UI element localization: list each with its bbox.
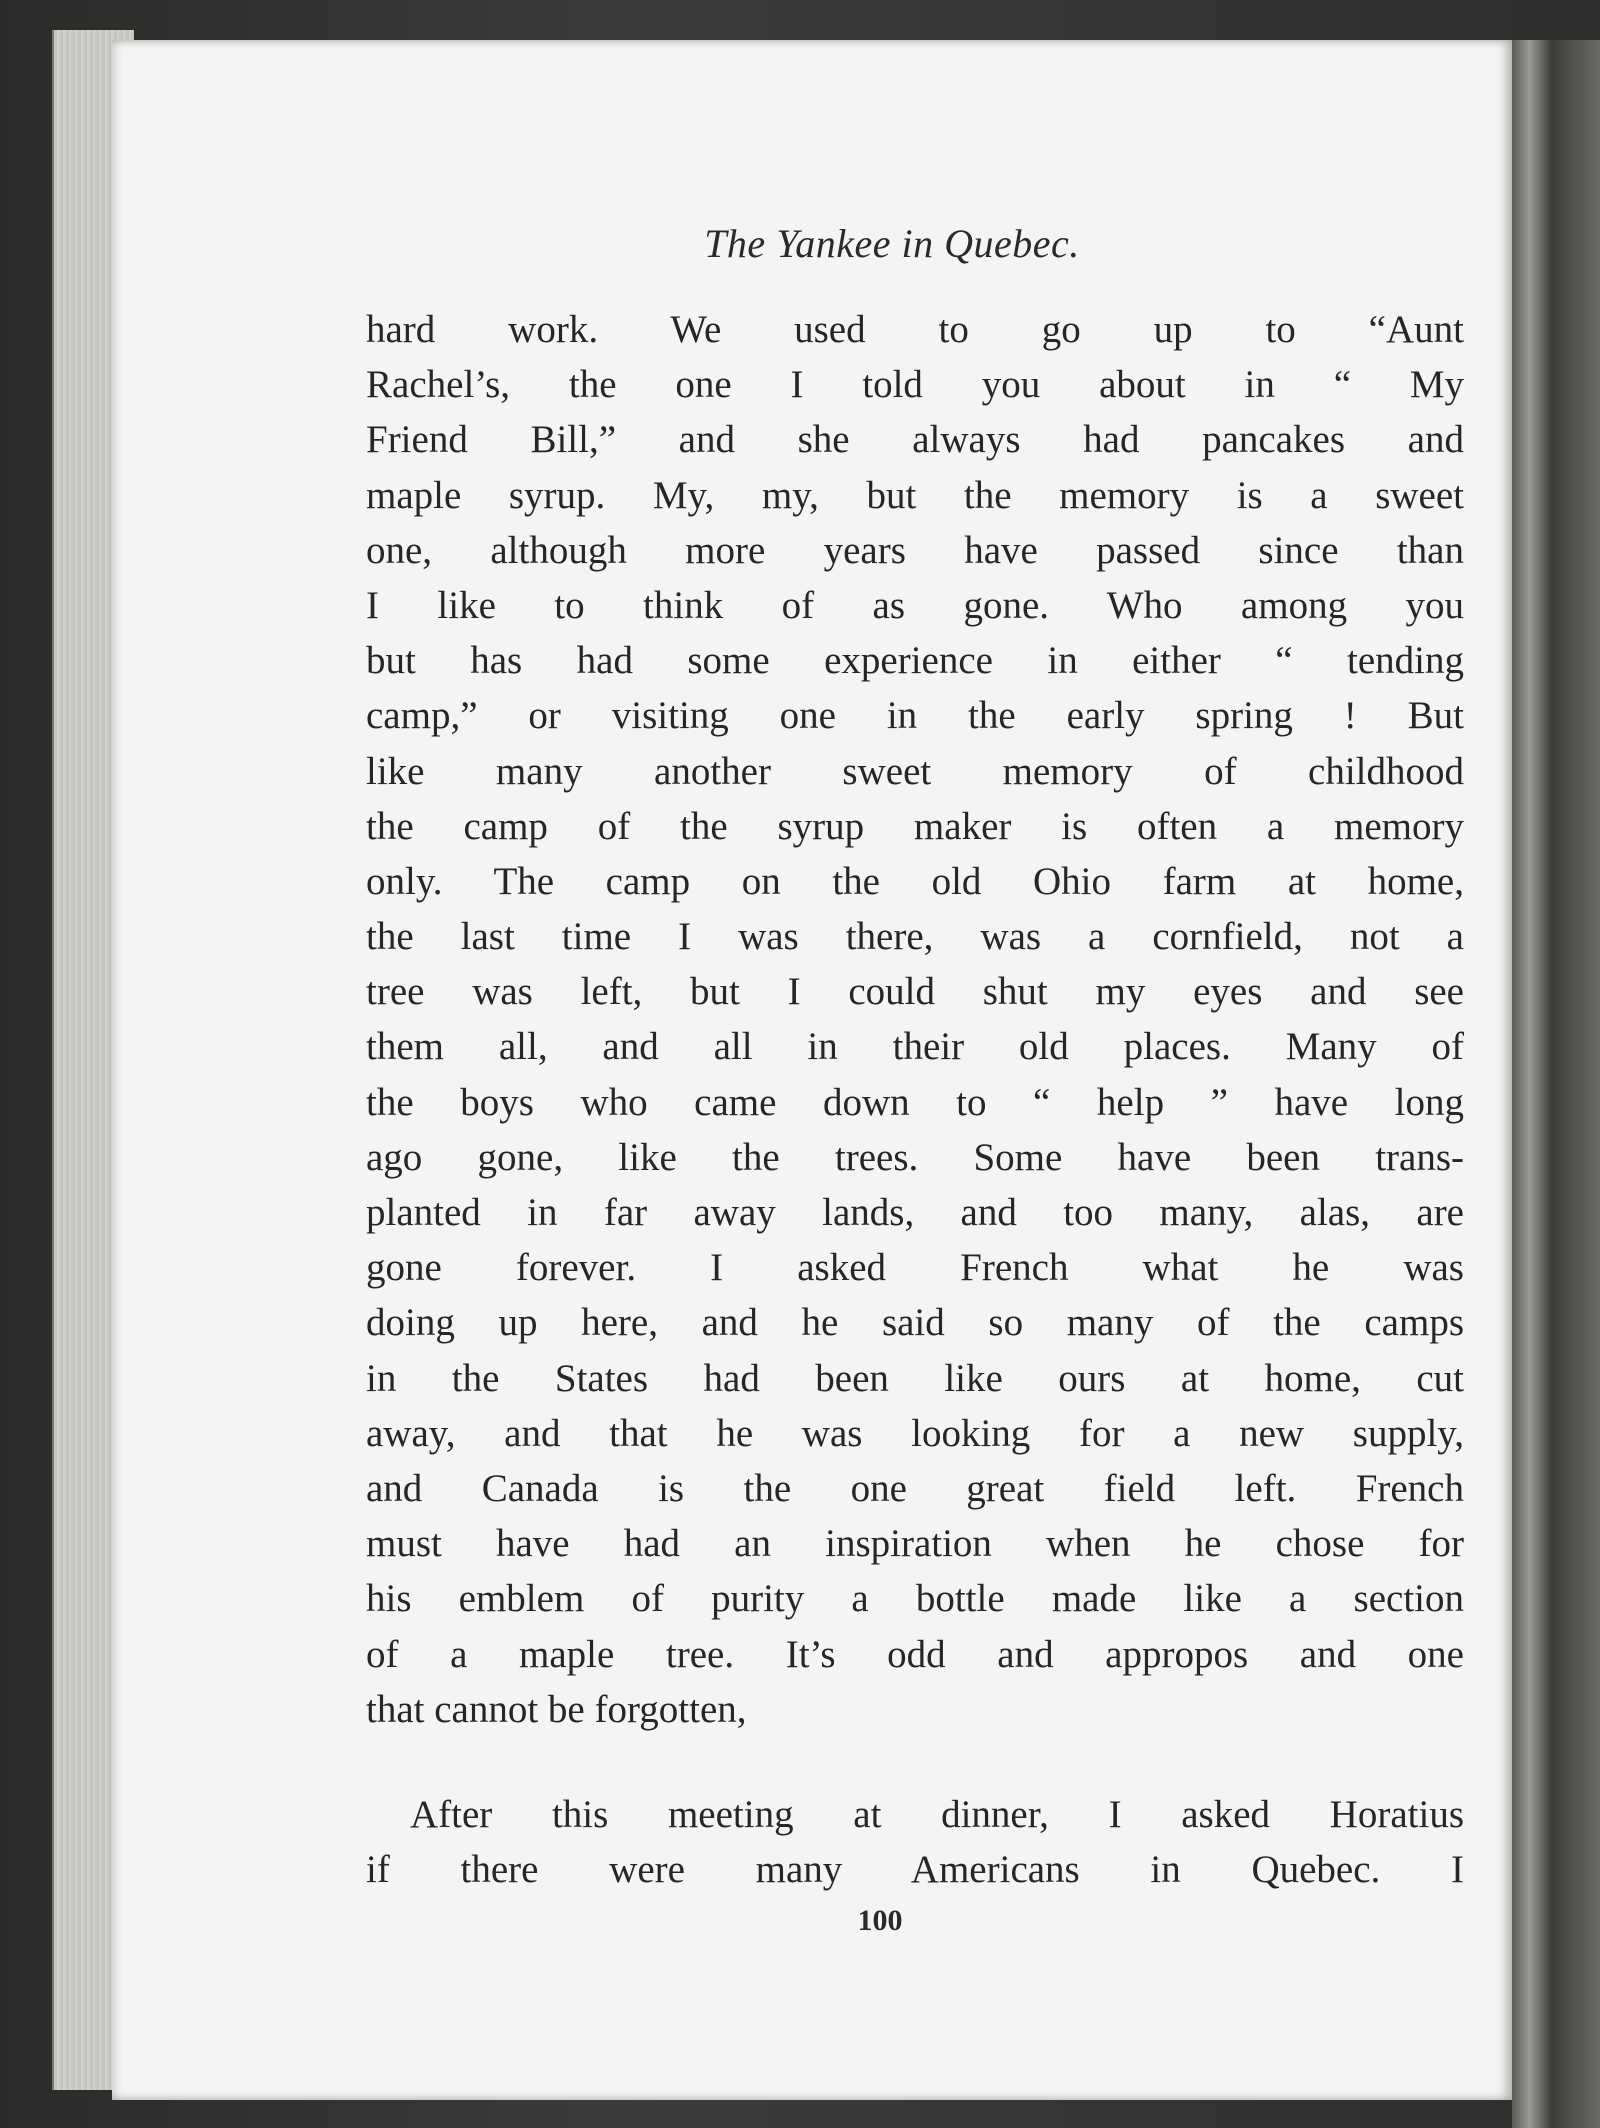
text-line: Rachel’s, the one I told you about in “ My — [366, 363, 1464, 407]
text-line: but has had some experience in either “ tending — [366, 639, 1464, 683]
text-line: if there were many Americans in Quebec. I — [366, 1848, 1464, 1892]
body-text — [366, 302, 1464, 1897]
page-number-text: 100 — [857, 1904, 903, 1937]
text-line: hard work. We used to go up to “Aunt — [366, 308, 1464, 351]
book-binding-edge — [1512, 40, 1600, 2128]
text-line: maple syrup. My, my, but the memory is a sweet — [366, 473, 1464, 517]
text-line: Friend Bill,” and she always had pancakes and — [366, 418, 1464, 462]
text-line: ago gone, like the trees. Some have been trans- — [366, 1135, 1464, 1179]
text-line: the boys who came down to “ help ” have long — [366, 1080, 1464, 1124]
text-line: tree was left, but I could shut my eyes and see — [366, 970, 1464, 1014]
running-title — [112, 220, 1512, 267]
text-line: After this meeting at dinner, I asked Horatius — [410, 1792, 1464, 1836]
paragraph-1 — [366, 302, 1464, 1737]
book-page — [112, 40, 1512, 2100]
text-line: planted in far away lands, and too many, alas, are — [366, 1191, 1464, 1234]
text-line: his emblem of purity a bottle made like a section — [366, 1577, 1464, 1621]
text-line: of a maple tree. It’s odd and appropos and one — [366, 1632, 1464, 1676]
text-line: doing up here, and he said so many of the camps — [366, 1301, 1464, 1345]
paragraph-gap — [366, 1737, 1464, 1787]
text-line: must have had an inspiration when he chose for — [366, 1522, 1464, 1566]
text-line: away, and that he was looking for a new supply, — [366, 1411, 1464, 1455]
text-line: the last time I was there, was a cornfield, not a — [366, 915, 1464, 959]
running-title-text: The Yankee in Quebec. — [704, 221, 1080, 266]
paragraph-2 — [366, 1787, 1464, 1897]
text-line: the camp of the syrup maker is often a memory — [366, 804, 1464, 848]
text-line: that cannot be forgotten, — [366, 1687, 747, 1731]
text-line: camp,” or visiting one in the early spring ! But — [366, 694, 1464, 738]
text-line: like many another sweet memory of childhood — [366, 749, 1464, 793]
text-line: and Canada is the one great field left. French — [366, 1466, 1464, 1510]
text-line: only. The camp on the old Ohio farm at home, — [366, 859, 1464, 903]
page-number — [112, 1904, 1512, 1938]
text-line: one, although more years have passed since than — [366, 528, 1464, 572]
text-line: in the States had been like ours at home, cut — [366, 1356, 1464, 1400]
text-line: I like to think of as gone. Who among you — [366, 583, 1464, 627]
text-line: gone forever. I asked French what he was — [366, 1246, 1464, 1290]
text-line: them all, and all in their old places. Many of — [366, 1025, 1464, 1069]
